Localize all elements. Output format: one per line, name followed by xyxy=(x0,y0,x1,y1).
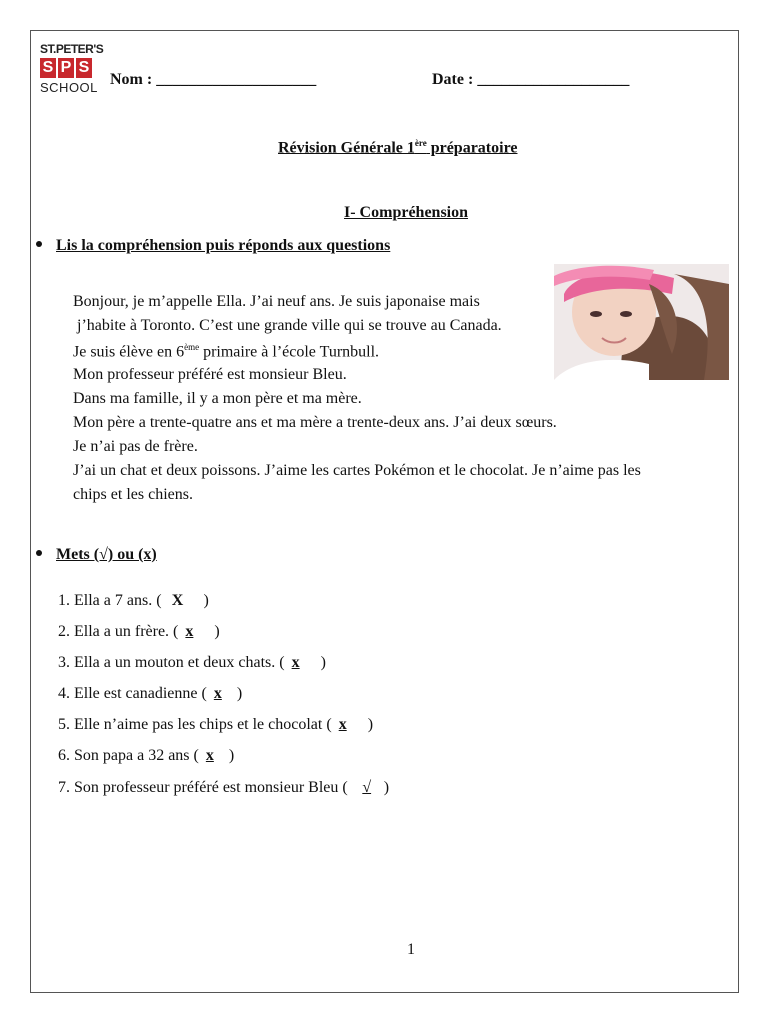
section-heading: I- Compréhension xyxy=(344,204,469,221)
instruction-mets: Mets (√) ou (x) xyxy=(36,546,157,564)
passage-line: Mon professeur préféré est monsieur Bleu. xyxy=(73,366,347,383)
passage-line: J’ai un chat et deux poissons. J’aime les cartes Pokémon et le chocolat. Je n’aime pas les xyxy=(73,462,641,479)
question-item: 3. Ella a un mouton et deux chats. ( x ) xyxy=(58,654,326,671)
bullet-icon xyxy=(36,241,42,247)
page-border xyxy=(30,30,739,993)
answer-mark: X xyxy=(171,592,184,609)
answer-mark: x xyxy=(205,747,214,764)
passage-line: Je suis élève en 6ème primaire à l’école Turnbull. xyxy=(73,342,380,361)
school-logo-top: ST.PETER'S xyxy=(40,42,104,56)
answer-mark: x xyxy=(185,623,194,640)
page-number: 1 xyxy=(407,941,415,958)
page-title: Révision Générale 1ère préparatoire xyxy=(278,138,518,157)
logo-letter: S xyxy=(76,58,92,78)
bullet-icon xyxy=(36,550,42,556)
passage-line: Bonjour, je m’appelle Ella. J’ai neuf ans. Je suis japonaise mais xyxy=(73,293,480,310)
question-item: 2. Ella a un frère. ( x ) xyxy=(58,623,220,640)
logo-letter: S xyxy=(40,58,56,78)
school-logo-bottom: SCHOOL xyxy=(40,80,98,95)
passage-line: chips et les chiens. xyxy=(73,486,193,503)
logo-letter: P xyxy=(58,58,74,78)
instruction-comprehension: Lis la compréhension puis réponds aux questions xyxy=(36,237,390,255)
school-logo xyxy=(40,58,92,78)
question-item: 6. Son papa a 32 ans ( x ) xyxy=(58,747,235,764)
answer-mark: x xyxy=(213,685,222,702)
question-item: 5. Elle n’aime pas les chips et le chocolat ( x ) xyxy=(58,716,374,733)
nom-field: Nom : ____________________ xyxy=(110,71,317,88)
question-item: 4. Elle est canadienne ( x ) xyxy=(58,685,243,702)
passage-line: Je n’ai pas de frère. xyxy=(73,438,198,455)
question-item: 1. Ella a 7 ans. ( X ) xyxy=(58,592,209,609)
answer-mark: x xyxy=(338,716,347,733)
girl-photo xyxy=(554,264,729,380)
answer-mark: √ xyxy=(362,779,372,796)
passage-line: j’habite à Toronto. C’est une grande ville qui se trouve au Canada. xyxy=(77,317,502,334)
question-item: 7. Son professeur préféré est monsieur Bleu ( √ ) xyxy=(58,779,390,796)
passage-line: Dans ma famille, il y a mon père et ma mère. xyxy=(73,390,362,407)
passage-line: Mon père a trente-quatre ans et ma mère a trente-deux ans. J’ai deux sœurs. xyxy=(73,414,557,431)
date-field: Date : ___________________ xyxy=(432,71,630,88)
answer-mark: x xyxy=(291,654,300,671)
